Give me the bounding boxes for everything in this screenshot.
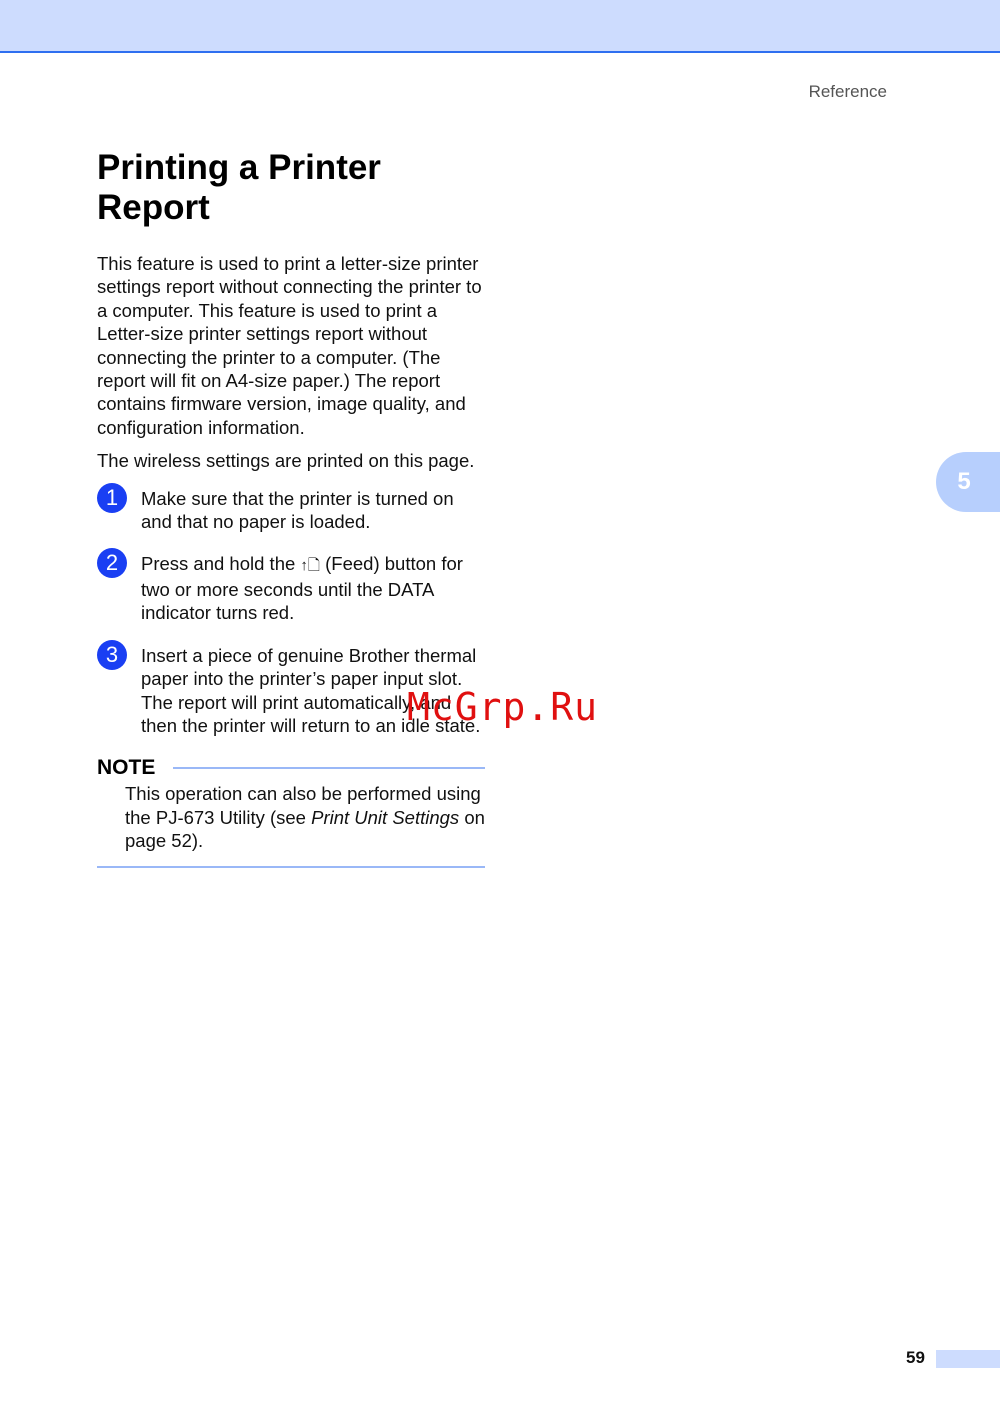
step-text-after: (Feed) button for two or more seconds until the DATA indicator turns red. <box>141 553 463 624</box>
note-text-before: This operation can also be performed using the PJ-673 Utility (see <box>125 783 481 828</box>
step-item <box>97 552 485 624</box>
step-text: Make sure that the printer is turned on and that no paper is loaded. <box>141 487 454 533</box>
note-header <box>97 756 485 780</box>
step-text: Insert a piece of genuine Brother thermal paper into the printer’s paper input slot. The report will print automatically, and then the printer will return to an idle state. <box>141 644 481 736</box>
step-number-badge: 3 <box>97 640 127 670</box>
step-number-badge: 2 <box>97 548 127 578</box>
page-title: Printing a Printer Report <box>97 148 381 227</box>
chapter-tab[interactable]: 5 <box>936 452 1000 512</box>
wireless-paragraph: The wireless settings are printed on this page. <box>97 450 475 472</box>
note-text-after: on page 52). <box>125 806 485 852</box>
intro-paragraph: This feature is used to print a letter-size printer settings report without connecting the printer to a computer. This feature is used to print a Letter-size printer settings report without connecting the printer to a computer. (The report will fit on A4-size paper.) The report contains firmware version, image quality, and configuration information. <box>97 253 482 438</box>
note-top-rule <box>173 767 485 769</box>
main-content <box>97 148 485 868</box>
step-number-badge: 1 <box>97 483 127 513</box>
note-cross-reference-link[interactable]: Print Unit Settings <box>311 806 460 828</box>
watermark-text: McGrp.Ru <box>407 685 599 729</box>
note-text <box>97 782 485 852</box>
feed-button-icon: ↑🗋 <box>300 557 320 575</box>
step-item <box>97 484 485 534</box>
page-number-band <box>936 1350 1000 1368</box>
page-number: 59 <box>906 1348 925 1367</box>
step-text-before: Press and hold the <box>141 553 301 575</box>
note-box <box>97 756 485 867</box>
note-title: NOTE <box>97 756 156 780</box>
running-header: Reference <box>808 82 887 101</box>
top-band <box>0 0 1000 53</box>
note-bottom-rule <box>97 866 485 868</box>
